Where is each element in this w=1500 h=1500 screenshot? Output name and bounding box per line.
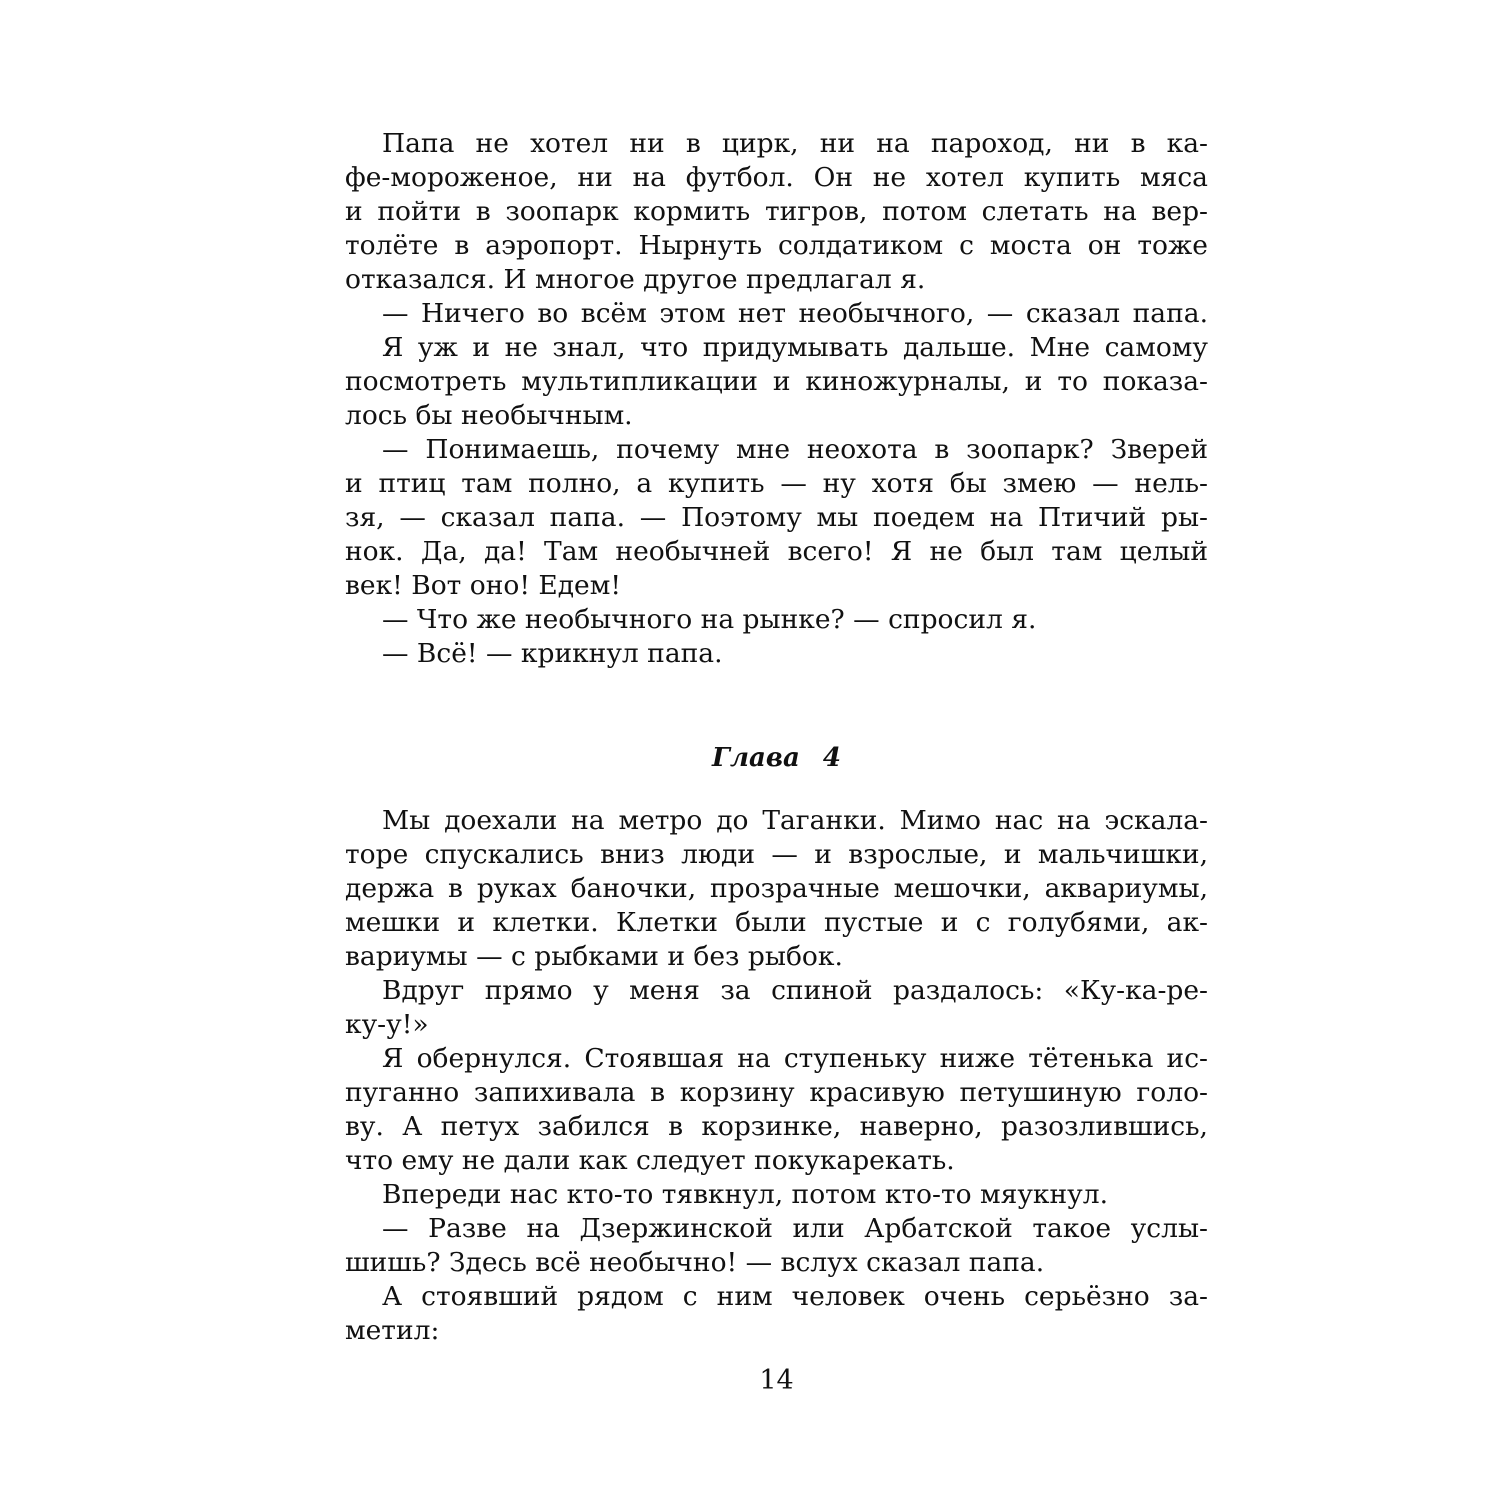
text-line: А стоявший рядом с ним человек очень серьёзно за-	[382, 1281, 1208, 1312]
text-line: зя, — сказал папа. — Поэтому мы поедем на Птичий ры-	[345, 502, 1208, 533]
text-block-bottom	[345, 804, 1208, 1348]
text-line: и пойти в зоопарк кормить тигров, потом слетать на вер-	[345, 196, 1208, 227]
text-line: отказался. И многое другое предлагал я.	[345, 264, 926, 295]
text-line: мешки и клетки. Клетки были пустые и с голубями, ак-	[345, 907, 1208, 938]
text-line: Вдруг прямо у меня за спиной раздалось: «Ку-ка-ре-	[382, 975, 1208, 1006]
text-line: — Всё! — крикнул папа.	[382, 638, 723, 669]
text-line: Я уж и не знал, что придумывать дальше. Мне самому	[382, 332, 1208, 363]
chapter-heading: Глава 4	[712, 743, 841, 773]
text-line: и птиц там полно, а купить — ну хотя бы змею — нель-	[345, 468, 1208, 499]
text-line: фе-мороженое, ни на футбол. Он не хотел купить мяса	[345, 162, 1208, 193]
text-line: Мы доехали на метро до Таганки. Мимо нас на эскала-	[382, 805, 1208, 836]
text-line: Впереди нас кто-то тявкнул, потом кто-то мяукнул.	[382, 1179, 1108, 1210]
text-block-top	[345, 127, 1208, 671]
text-line: торе спускались вниз люди — и взрослые, и мальчишки,	[345, 839, 1208, 870]
text-line: лось бы необычным.	[345, 400, 633, 431]
text-line: век! Вот оно! Едем!	[345, 570, 621, 601]
text-line: посмотреть мультипликации и киножурналы, и то показа-	[345, 366, 1208, 397]
text-line: вариумы — с рыбками и без рыбок.	[345, 941, 843, 972]
text-line: Папа не хотел ни в цирк, ни на пароход, ни в ка-	[382, 128, 1208, 159]
page-number: 14	[759, 1365, 794, 1396]
text-line: нок. Да, да! Там необычней всего! Я не был там целый	[345, 536, 1208, 567]
text-line: ку-у!»	[345, 1009, 429, 1040]
text-line: ву. А петух забился в корзинке, наверно, разозлившись,	[345, 1111, 1208, 1142]
text-line: толёте в аэропорт. Нырнуть солдатиком с моста он тоже	[345, 230, 1208, 261]
text-line: пуганно запихивала в корзину красивую петушиную голо-	[345, 1077, 1208, 1108]
text-line: шишь? Здесь всё необычно! — вслух сказал папа.	[345, 1247, 1045, 1278]
text-line: — Ничего во всём этом нет необычного, — сказал папа.	[382, 298, 1208, 329]
text-line: — Разве на Дзержинской или Арбатской такое услы-	[382, 1213, 1208, 1244]
text-line: что ему не дали как следует покукарекать.	[345, 1145, 955, 1176]
text-line: — Что же необычного на рынке? — спросил я.	[382, 604, 1037, 635]
text-line: держа в руках баночки, прозрачные мешочки, аквариумы,	[345, 873, 1208, 904]
text-line: Я обернулся. Стоявшая на ступеньку ниже тётенька ис-	[382, 1043, 1208, 1074]
text-line: — Понимаешь, почему мне неохота в зоопарк? Зверей	[382, 434, 1208, 465]
text-line: метил:	[345, 1315, 440, 1346]
